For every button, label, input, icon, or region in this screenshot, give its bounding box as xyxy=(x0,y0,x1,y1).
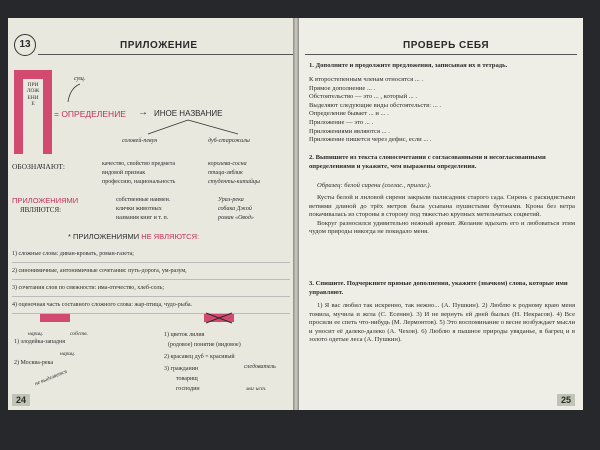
task3-title: 3. Спишите. Подчеркните прямые дополнения, укажите (значком) слова, которые ими управляют. xyxy=(309,280,568,296)
task1-line: Обстоятельство — это ... , который ... . xyxy=(309,93,417,101)
left-page-number: 24 xyxy=(12,394,30,406)
not-item: 4) оценочная часть составного сложного слова: жар-птица, чудо-рыба. xyxy=(12,297,290,314)
sush-label: сущ. xyxy=(74,76,86,82)
right-page-number: 25 xyxy=(557,394,575,406)
task1-list xyxy=(309,76,575,145)
not-item: 1) сложные слова: диван-кровать, роман-газета; xyxy=(12,246,290,263)
example-oak: дуб-старожилы xyxy=(208,138,250,144)
task1-title: 1. Дополните и продолжите предложения, записывая их в тетрадь. xyxy=(309,62,508,69)
chapter-number-badge: 13 xyxy=(14,34,36,56)
example-right-1: 1) цветок лилия xyxy=(164,332,205,338)
note-investigator: следователь xyxy=(244,364,276,370)
task2-title: 2. Выпишите из текста словосочетания с согласованными и несогласованными определениями и укажите, чем выражены определения. xyxy=(309,154,546,170)
not-item: 2) синонимичные, антонимичные сочетания: путь-дорога, ум-разум, xyxy=(12,263,290,280)
prilozh-label: ПРИЛОЖЕНИЯМИ xyxy=(12,196,79,205)
left-page xyxy=(8,18,293,410)
prilozh-item: собственные наимен. xyxy=(116,197,171,203)
note-magist: маг ист. xyxy=(246,386,267,392)
nar-label-2: нариц. xyxy=(60,351,76,357)
big-letter-left-stroke xyxy=(14,70,23,154)
big-letter-right-stroke xyxy=(43,70,52,154)
task2-text xyxy=(309,194,575,237)
prilozh-label-2: ЯВЛЯЮТСЯ: xyxy=(20,206,62,214)
not-title xyxy=(68,232,199,241)
task3-text: 1) Я вас любил так искренно, так нежно... (А. Пушкин). 2) Люблю к родному краю меня томила, мучила и жгла (С. Есенин). 3) И не вернуть ей дней былых (Н. Некрасов). 4) Все просили ее спеть что-нибудь (М. Лермонтов). 5) Это воспоминание о весне возбуждает мысли и уносит её далеко-далеко (А. Чехов). 6) Люблю я пышное природы увяданье, в багрец и в золото одетые леса (А. Пушкин). xyxy=(309,302,575,344)
oboz-item: качество, свойство предмета xyxy=(102,161,176,167)
oboz-item: видовой признак xyxy=(102,170,146,176)
not-list xyxy=(12,246,290,314)
not-title-b: НЕ ЯВЛЯЮТСЯ: xyxy=(141,232,200,241)
oboznachayut-label: ОБОЗНАЧАЮТ: xyxy=(12,162,66,171)
prilozh-item: названия книг и т. п. xyxy=(116,215,169,221)
oboz-example: птица-зяблик xyxy=(208,170,243,176)
task1-line: Выделяют следующие виды обстоятельств: ... . xyxy=(309,101,442,109)
example-right-3c: господин xyxy=(176,386,200,392)
prilozh-list xyxy=(116,196,170,223)
oboznachayut-list xyxy=(102,160,175,187)
task1-line: Прямое дополнение ... . xyxy=(309,84,376,92)
prilozh-example: Урал-река xyxy=(218,197,244,203)
right-page xyxy=(299,18,583,410)
prilozh-example: собака Джой xyxy=(218,206,252,212)
task2-sample: Образец: белой сирени (соглас., прилаг.). xyxy=(317,182,432,189)
oboz-example: королева-сосна xyxy=(208,161,247,167)
other-name-label: ИНОЕ НАЗВАНИЕ xyxy=(154,109,223,118)
sobst-label: собств. xyxy=(70,331,88,337)
task2-paragraph: Кусты белой и лиловой сирени закрыли палисадник старого сада. Сирень с раскидистыми ветвями длиной до трёх метров была усыпана пушистыми бутонами. Крона без ветра покачивалась из стороны в сторону под тяжестью крупных метельчатых соцветий. xyxy=(309,194,575,219)
not-item: 3) сочетания слов по смежности: има-отечество, хлеб-соль; xyxy=(12,280,290,297)
example-right-2: 2) красавец дуб = красивый xyxy=(164,354,235,360)
prilozh-examples xyxy=(218,196,254,223)
header-rule xyxy=(38,54,293,55)
left-page-header: ПРИЛОЖЕНИЕ xyxy=(120,40,198,51)
header-rule xyxy=(305,54,577,55)
task1-line: Приложениями являются ... . xyxy=(309,127,390,135)
oboz-item: профессию, национальность xyxy=(102,179,176,185)
prilozh-item: клички животных xyxy=(116,206,162,212)
cross-mark-icon xyxy=(204,312,234,324)
example-right-3b: товарищ xyxy=(176,376,198,382)
oboznachayut-examples xyxy=(208,160,260,187)
example-right-3: 3) гражданин xyxy=(164,366,199,372)
example-left-1: 1) злодейка-западня xyxy=(14,339,65,345)
sush-arrow-icon xyxy=(64,82,84,106)
task1-line: Приложение пишется через дефис, если ... . xyxy=(309,136,432,144)
task1-line: Определение бывает ... и ... . xyxy=(309,110,389,118)
no-hyphen-note: не выделяется xyxy=(34,368,68,388)
pink-marker-left xyxy=(40,314,70,322)
definition-label: = ОПРЕДЕЛЕНИЕ xyxy=(54,109,126,119)
nar-label-1: нариц. xyxy=(28,331,44,337)
not-title-a: * ПРИЛОЖЕНИЯМИ xyxy=(68,232,140,241)
task1-line: Приложение — это ... . xyxy=(309,118,374,126)
example-left-2: 2) Москва-река xyxy=(14,360,53,366)
branch-lines xyxy=(128,118,278,138)
oboz-example: студенты-китайцы xyxy=(208,179,260,185)
example-nightingale: соловей-певун xyxy=(122,138,158,144)
task2-paragraph: Вокруг разносился удивительно нежный аромат. Желание вдыхать его и любоваться этим чудом природы никогда не покидало меня. xyxy=(309,219,575,236)
prilozh-example: роман «Овод» xyxy=(218,215,254,221)
vertical-word: ПРИЛОЖЕНИЕ xyxy=(26,82,40,108)
arrow-icon: → xyxy=(138,107,148,118)
example-right-1b: (родовое) понятие (видовое) xyxy=(168,342,241,348)
task1-line: К второстепенным членам относятся ... . xyxy=(309,76,424,83)
right-page-header: ПРОВЕРЬ СЕБЯ xyxy=(403,40,490,51)
